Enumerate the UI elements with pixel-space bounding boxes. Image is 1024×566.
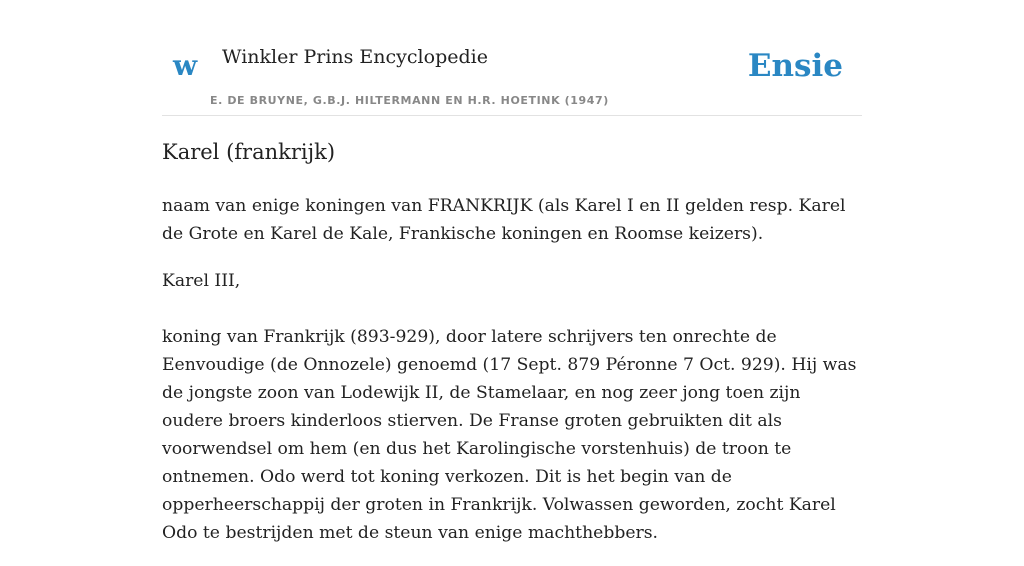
article-paragraph: koning van Frankrijk (893-929), door latere schrijvers ten onrechte de Eenvoudige (de Onnozele) genoemd (17 Sept. 879 Péronne 7 Oct. 929). Hij was de jongste zoon van Lodewijk II, de Stamelaar, en nog zeer jong toen zijn oudere broers kinderloos stierven. De Franse groten gebruikten dit als voorwendsel om hem (en dus het Karolingische vorstenhuis) de troon te ontnemen. Odo werd tot koning verkozen. Dit is het begin van de opperheerschappij der groten in Frankrijk. Volwassen geworden, zocht Karel Odo te bestrijden met de steun van enige machthebbers. [162,327,857,543]
article-subhead: Karel III, [162,271,241,291]
article-title: Karel (frankrijk) [162,140,336,164]
publication-title[interactable]: Winkler Prins Encyclopedie [222,46,488,68]
logo-icon[interactable]: w [173,49,198,82]
publication-authors: E. DE BRUYNE, G.B.J. HILTERMANN EN H.R. HOETINK (1947) [210,94,609,107]
header [162,0,862,116]
page [162,0,862,543]
article-body [162,192,862,566]
article-intro: naam van enige koningen van FRANKRIJK (als Karel I en II gelden resp. Karel de Grote en Karel de Kale, Frankische koningen en Roomse keizers). [162,196,846,244]
brand-logo[interactable]: Ensie [747,48,843,84]
